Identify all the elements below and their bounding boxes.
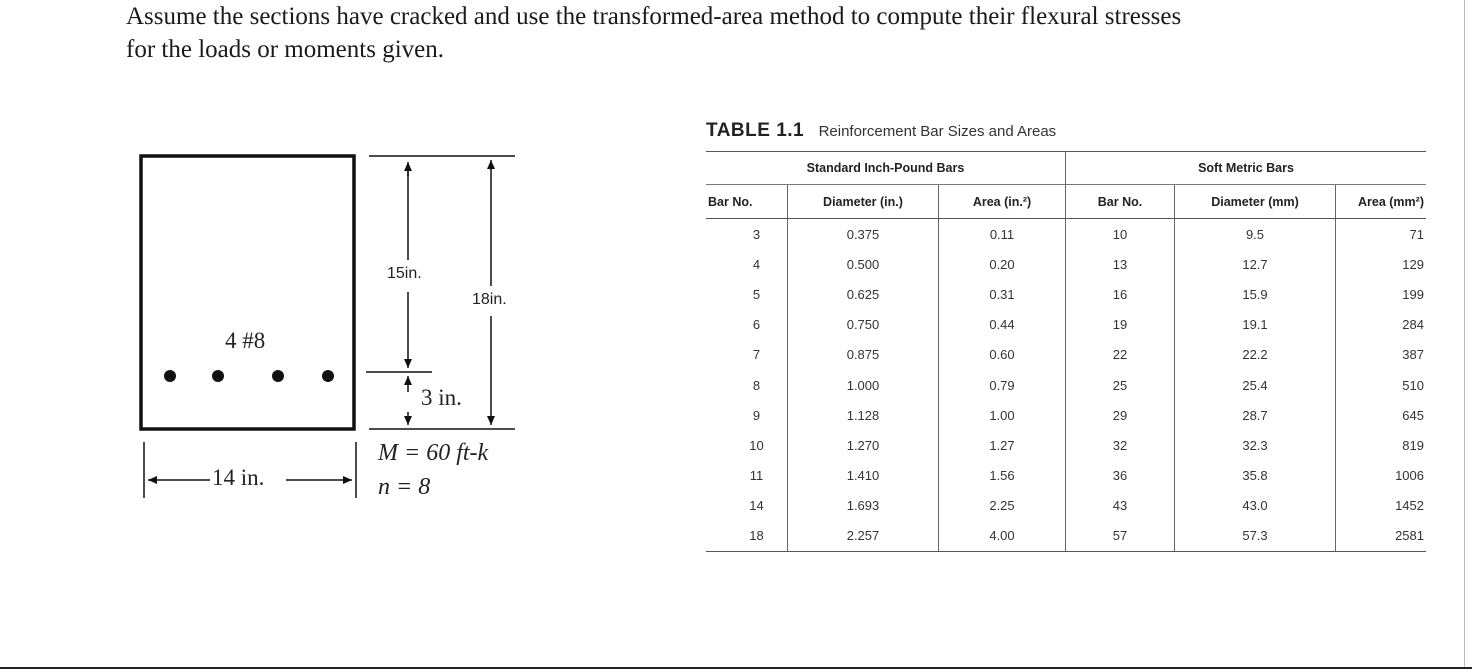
rebar-dot	[272, 370, 284, 382]
table-cell: 9	[752, 407, 761, 423]
table-cell: 5	[752, 286, 761, 302]
table-cell: 6	[752, 317, 761, 333]
table-cell: 29	[1066, 400, 1175, 430]
table-title: Reinforcement Bar Sizes and Areas	[818, 123, 1057, 140]
table-cell: 4	[752, 256, 761, 272]
table-cell: 1452	[1336, 491, 1427, 521]
table-cell: 2581	[1336, 521, 1427, 552]
dim-18-label: 18in.	[472, 291, 507, 308]
rebar-dot	[322, 370, 334, 382]
table-row	[706, 219, 1426, 250]
table-cell: 11	[749, 468, 764, 484]
table-cell: 15.9	[1175, 279, 1336, 309]
table-cell: 0.60	[939, 340, 1066, 370]
page-edge-rule	[1464, 0, 1465, 667]
dim-15-label: 15in.	[387, 265, 422, 282]
table-cell: 28.7	[1175, 400, 1336, 430]
table-label: TABLE 1.1	[706, 120, 805, 141]
table-cell: 57.3	[1175, 521, 1336, 552]
table-cell: 10	[749, 437, 764, 453]
table-row	[706, 279, 1426, 309]
table-cell: 32	[1066, 430, 1175, 460]
beam-cross-section	[141, 156, 354, 429]
table-cell: 0.750	[788, 310, 939, 340]
table-cell: 22	[1066, 340, 1175, 370]
table-cell: 0.375	[788, 219, 939, 250]
modular-ratio-label: n = 8	[378, 474, 431, 500]
group-header-metric: Soft Metric Bars	[1066, 152, 1427, 185]
table-cell: 32.3	[1175, 430, 1336, 460]
table-cell: 2.25	[939, 491, 1066, 521]
col-header: Area (mm²)	[1336, 185, 1427, 219]
group-header-standard: Standard Inch-Pound Bars	[706, 152, 1066, 185]
table-cell: 1.000	[788, 370, 939, 400]
table-cell: 0.31	[939, 279, 1066, 309]
table-row	[706, 370, 1426, 400]
problem-line-2: for the loads or moments given.	[126, 36, 444, 63]
table-cell: 43.0	[1175, 491, 1336, 521]
table-cell: 9.5	[1175, 219, 1336, 250]
col-header: Diameter (mm)	[1175, 185, 1336, 219]
col-header: Diameter (in.)	[788, 185, 939, 219]
table-cell: 8	[752, 377, 761, 393]
table-row	[706, 430, 1426, 460]
table-cell: 22.2	[1175, 340, 1336, 370]
table-cell: 2.257	[788, 521, 939, 552]
table-cell: 0.625	[788, 279, 939, 309]
table-cell: 0.20	[939, 249, 1066, 279]
moment-label: M = 60 ft-k	[378, 440, 489, 466]
table-row	[706, 400, 1426, 430]
table-cell: 1.00	[939, 400, 1066, 430]
table-row	[706, 340, 1426, 370]
rebar-sizes-table	[706, 151, 1426, 552]
table-cell: 1.410	[788, 461, 939, 491]
table-cell: 199	[1336, 279, 1427, 309]
table-cell: 284	[1336, 310, 1427, 340]
table-cell: 0.500	[788, 249, 939, 279]
rebar-table	[706, 120, 1426, 552]
table-cell: 25.4	[1175, 370, 1336, 400]
table-cell: 0.79	[939, 370, 1066, 400]
table-cell: 13	[1066, 249, 1175, 279]
table-cell: 10	[1066, 219, 1175, 250]
rebar-dot	[164, 370, 176, 382]
table-cell: 0.875	[788, 340, 939, 370]
rebar-dot	[212, 370, 224, 382]
table-cell: 57	[1066, 521, 1175, 552]
dim-3-label: 3 in.	[421, 385, 462, 410]
table-cell: 7	[752, 347, 761, 363]
table-cell: 387	[1336, 340, 1427, 370]
problem-line-1: Assume the sections have cracked and use the transformed-area method to compute their flexural stresses	[126, 3, 1182, 30]
table-cell: 1.27	[939, 430, 1066, 460]
table-cell: 1.693	[788, 491, 939, 521]
page-bottom-rule	[0, 667, 1472, 669]
table-cell: 19	[1066, 310, 1175, 340]
table-cell: 1006	[1336, 461, 1427, 491]
table-cell: 18	[706, 521, 788, 552]
table-row	[706, 461, 1426, 491]
table-cell: 4.00	[939, 521, 1066, 552]
table-cell: 3	[752, 226, 761, 242]
table-cell: 129	[1336, 249, 1427, 279]
table-cell: 12.7	[1175, 249, 1336, 279]
col-header: Bar No.	[1066, 185, 1175, 219]
col-header: Area (in.²)	[939, 185, 1066, 219]
table-cell: 1.270	[788, 430, 939, 460]
table-cell: 35.8	[1175, 461, 1336, 491]
table-caption	[706, 120, 1426, 146]
col-header: Bar No.	[706, 185, 788, 219]
dim-14-label: 14 in.	[212, 465, 265, 490]
table-row	[706, 491, 1426, 521]
table-row	[706, 310, 1426, 340]
table-row	[706, 249, 1426, 279]
table-cell: 25	[1066, 370, 1175, 400]
table-cell: 0.44	[939, 310, 1066, 340]
table-cell: 510	[1336, 370, 1427, 400]
table-cell: 1.56	[939, 461, 1066, 491]
table-cell: 0.11	[939, 219, 1066, 250]
table-row	[706, 521, 1426, 552]
table-cell: 16	[1066, 279, 1175, 309]
table-cell: 1.128	[788, 400, 939, 430]
table-cell: 71	[1336, 219, 1427, 250]
table-cell: 36	[1066, 461, 1175, 491]
table-cell: 819	[1336, 430, 1427, 460]
table-cell: 645	[1336, 400, 1427, 430]
table-cell: 14	[749, 498, 764, 514]
bars-label: 4 #8	[225, 328, 266, 353]
table-cell: 43	[1066, 491, 1175, 521]
table-cell: 19.1	[1175, 310, 1336, 340]
